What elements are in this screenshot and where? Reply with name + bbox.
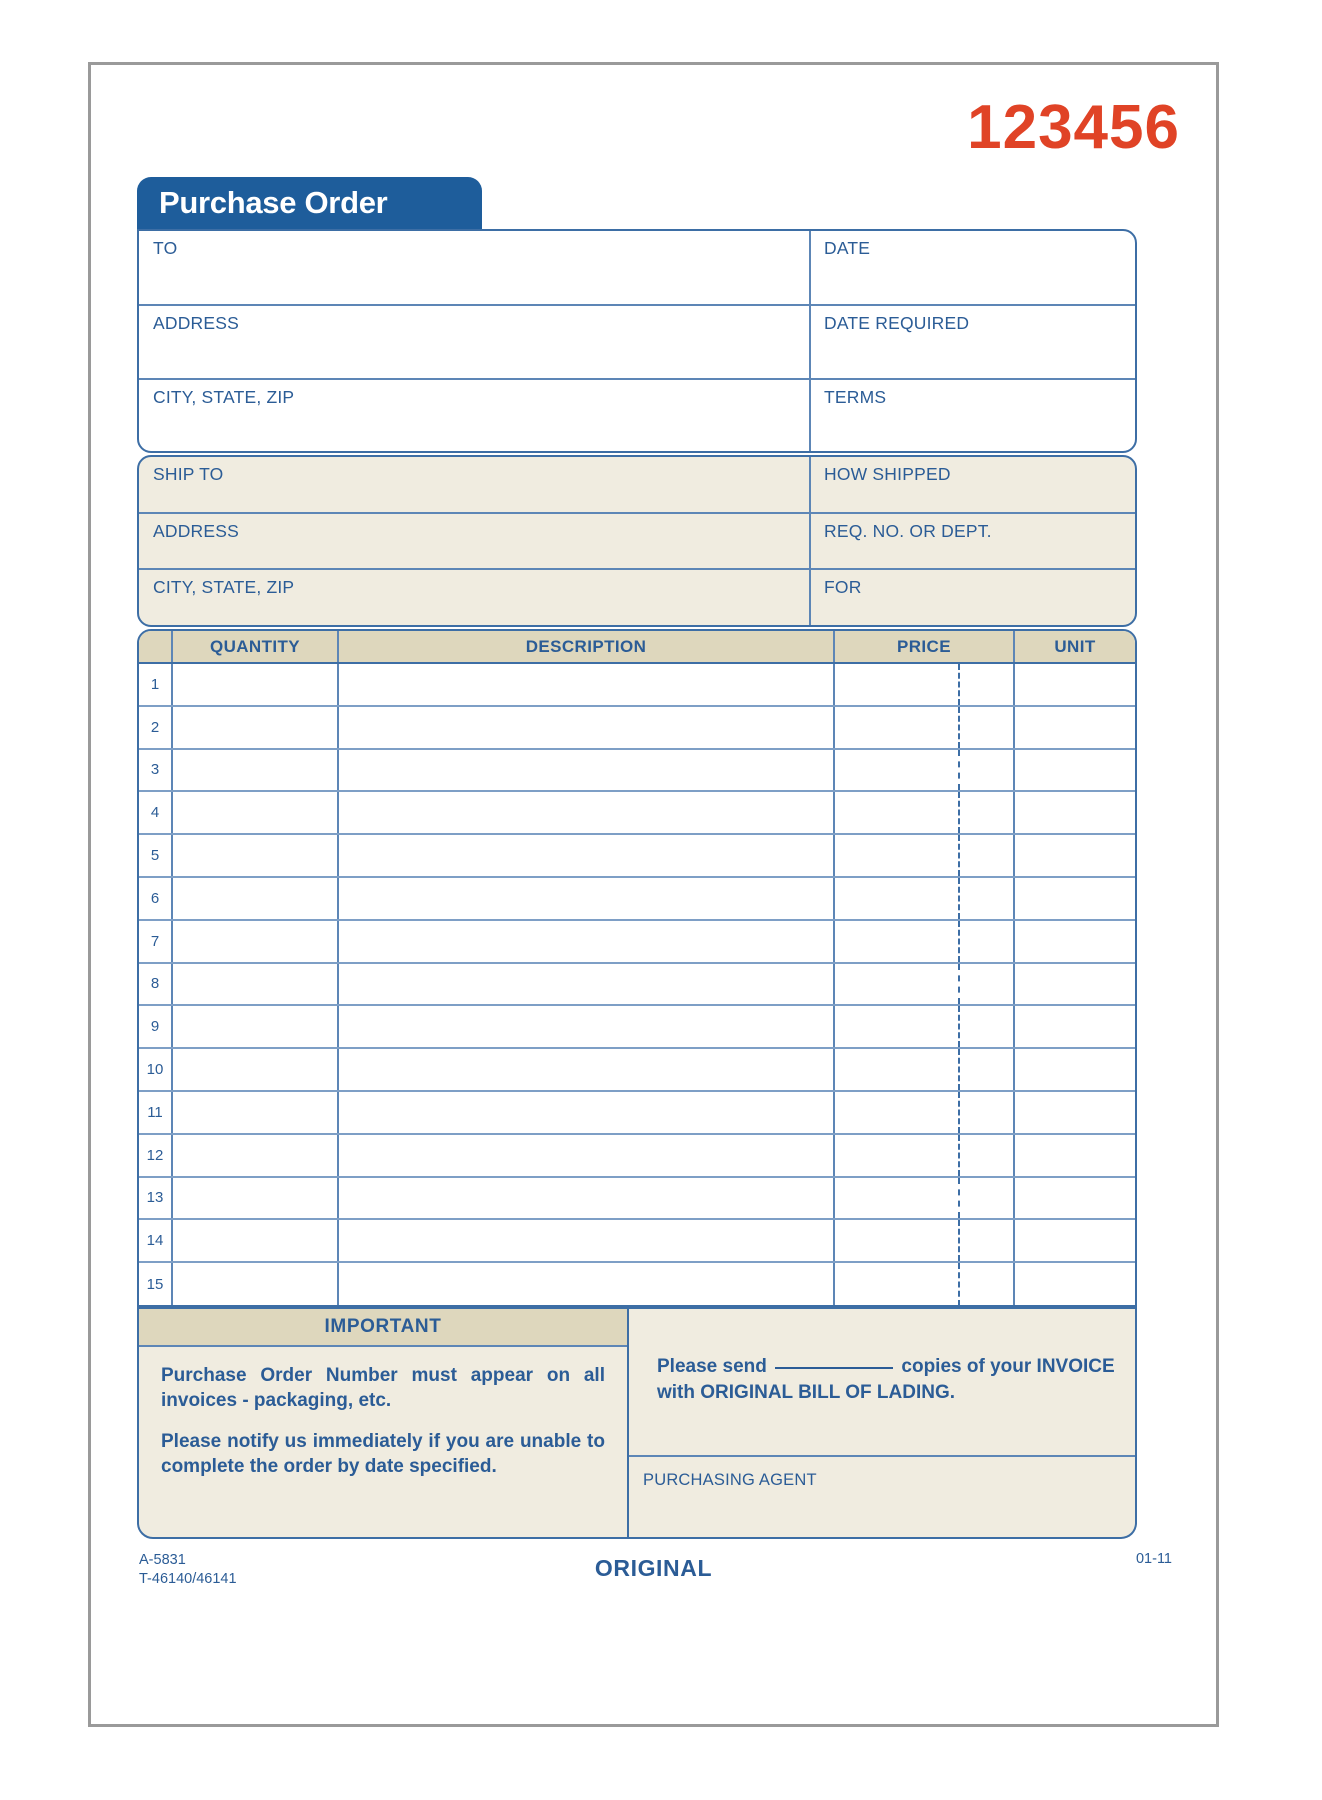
ship-to-block [137,455,1137,627]
table-row [139,1220,1135,1263]
form-code-line-2: T-46140/46141 [139,1570,237,1587]
cell-description[interactable] [339,1135,835,1176]
row-number: 12 [139,1135,173,1176]
cell-quantity[interactable] [173,1006,339,1047]
row-number: 3 [139,750,173,791]
line-items-table [137,629,1137,1307]
row-number: 6 [139,878,173,919]
cell-description[interactable] [339,707,835,748]
field-label-req-no-or-dept: REQ. NO. OR DEPT. [824,520,992,541]
field-row [139,457,1135,514]
field-label-date: DATE [824,238,871,258]
cell-quantity[interactable] [173,878,339,919]
cell-quantity[interactable] [173,1263,339,1306]
column-header-quantity: QUANTITY [173,631,339,662]
cents-divider [958,1049,960,1090]
row-number: 1 [139,664,173,705]
row-number: 15 [139,1263,173,1306]
row-number: 9 [139,1006,173,1047]
cell-quantity[interactable] [173,1178,339,1219]
important-paragraph-1: Purchase Order Number must appear on all invoices - packaging, etc. [161,1365,605,1412]
form-code-line-1: A-5831 [139,1552,186,1568]
cents-divider [958,707,960,748]
field-row [139,514,1135,571]
field-label-to: TO [153,238,178,258]
important-panel [137,1307,629,1539]
cell-description[interactable] [339,1263,835,1306]
field-ship-to[interactable] [139,457,811,512]
cell-unit[interactable] [1015,921,1135,962]
cell-price[interactable] [835,1049,1015,1090]
field-label-ship-address: ADDRESS [153,520,240,541]
field-purchasing-agent[interactable] [629,1457,1135,1490]
cents-divider [958,878,960,919]
row-number: 14 [139,1220,173,1261]
page-title: Purchase Order [159,185,388,220]
cell-price[interactable] [835,1135,1015,1176]
table-row [139,964,1135,1007]
field-label-for: FOR [824,577,862,598]
cell-unit[interactable] [1015,964,1135,1005]
cell-quantity[interactable] [173,921,339,962]
field-label-date-required: DATE REQUIRED [824,312,970,333]
invoice-note-prefix: Please send [657,1356,767,1377]
cents-divider [958,750,960,791]
cell-quantity[interactable] [173,1135,339,1176]
field-row [139,570,1135,627]
field-to[interactable] [139,231,811,304]
cell-description[interactable] [339,750,835,791]
cell-price[interactable] [835,878,1015,919]
field-row [139,306,1135,381]
cell-quantity[interactable] [173,964,339,1005]
field-date[interactable] [811,231,1135,304]
table-row [139,1178,1135,1221]
cell-description[interactable] [339,1220,835,1261]
bill-to-block [137,229,1137,453]
field-req-no-or-dept[interactable] [811,514,1135,569]
cell-quantity[interactable] [173,1092,339,1133]
cell-description[interactable] [339,964,835,1005]
cell-unit[interactable] [1015,1006,1135,1047]
revision-code: 01-11 [1135,1551,1172,1567]
field-row [139,231,1135,306]
field-bill-address[interactable] [139,306,811,379]
cents-divider [958,1263,960,1306]
form-title-tab [137,177,482,229]
cell-quantity[interactable] [173,835,339,876]
field-date-required[interactable] [811,306,1135,379]
cell-unit[interactable] [1015,664,1135,705]
cell-quantity[interactable] [173,1220,339,1261]
purchase-order-sheet [88,62,1219,1727]
invoice-note-suffix: copies of your INVOICE [901,1356,1115,1377]
row-number: 13 [139,1178,173,1219]
cell-description[interactable] [339,792,835,833]
field-for[interactable] [811,570,1135,627]
cell-quantity[interactable] [173,750,339,791]
cell-price[interactable] [835,1092,1015,1133]
cell-description[interactable] [339,835,835,876]
cents-divider [958,1092,960,1133]
row-number: 7 [139,921,173,962]
cell-price[interactable] [835,792,1015,833]
important-paragraph-2: Please notify us immediately if you are unable to complete the order by date specified. [161,1430,605,1477]
cell-unit[interactable] [1015,1263,1135,1306]
row-number: 8 [139,964,173,1005]
cell-description[interactable] [339,1092,835,1133]
field-label-purchasing-agent: PURCHASING AGENT [643,1471,817,1489]
cents-divider [958,1135,960,1176]
cell-description[interactable] [339,1006,835,1047]
cell-price[interactable] [835,1263,1015,1306]
cell-price[interactable] [835,921,1015,962]
invoice-note-line-2: with ORIGINAL BILL OF LADING. [657,1381,956,1403]
cents-divider [958,1006,960,1047]
field-terms[interactable] [811,380,1135,453]
cell-unit[interactable] [1015,1092,1135,1133]
column-header-description: DESCRIPTION [339,631,835,662]
field-label-city-state-zip: CITY, STATE, ZIP [153,387,295,408]
row-number: 11 [139,1092,173,1133]
cell-quantity[interactable] [173,792,339,833]
cell-unit[interactable] [1015,792,1135,833]
row-number: 2 [139,707,173,748]
cell-quantity[interactable] [173,1049,339,1090]
field-ship-city-state-zip[interactable] [139,570,811,627]
cents-divider [958,921,960,962]
field-label-terms: TERMS [824,387,887,408]
table-row [139,921,1135,964]
cell-price[interactable] [835,1006,1015,1047]
cell-unit[interactable] [1015,1135,1135,1176]
cents-divider [958,1220,960,1261]
cell-description[interactable] [339,921,835,962]
field-row [139,380,1135,453]
table-row [139,792,1135,835]
invoice-note-line-1 [657,1354,1115,1380]
table-body [139,664,1135,1306]
table-row [139,835,1135,878]
table-row [139,750,1135,793]
table-row [139,1049,1135,1092]
invoice-note [629,1309,1135,1457]
cents-divider [958,964,960,1005]
table-row [139,707,1135,750]
cell-price[interactable] [835,750,1015,791]
field-bill-city-state-zip[interactable] [139,380,811,453]
field-label-address: ADDRESS [153,312,240,333]
field-label-how-shipped: HOW SHIPPED [824,464,951,484]
cell-unit[interactable] [1015,835,1135,876]
cell-description[interactable] [339,1178,835,1219]
cell-description[interactable] [339,1049,835,1090]
table-row [139,1092,1135,1135]
cents-divider [958,835,960,876]
table-row [139,1006,1135,1049]
cell-price[interactable] [835,707,1015,748]
cell-unit[interactable] [1015,1220,1135,1261]
cell-unit[interactable] [1015,707,1135,748]
field-label-ship-city-state-zip: CITY, STATE, ZIP [153,577,295,598]
copy-label: ORIGINAL [594,1555,713,1581]
po-number: 123456 [967,93,1180,162]
important-body [139,1347,627,1479]
cents-divider [958,664,960,705]
column-header-unit: UNIT [1054,636,1096,656]
table-header-row [139,631,1135,664]
invoice-instructions-panel [629,1307,1137,1539]
cell-price[interactable] [835,964,1015,1005]
table-row [139,664,1135,707]
table-row [139,878,1135,921]
copies-blank-rule[interactable] [775,1367,893,1369]
cell-unit[interactable] [1015,1049,1135,1090]
field-label-ship-to: SHIP TO [153,464,224,484]
row-number: 10 [139,1049,173,1090]
important-heading: IMPORTANT [139,1309,627,1347]
row-number: 4 [139,792,173,833]
field-ship-address[interactable] [139,514,811,569]
cell-quantity[interactable] [173,707,339,748]
table-row [139,1135,1135,1178]
cell-quantity[interactable] [173,664,339,705]
cell-description[interactable] [339,664,835,705]
cell-unit[interactable] [1015,878,1135,919]
row-number: 5 [139,835,173,876]
cell-description[interactable] [339,878,835,919]
cell-price[interactable] [835,1220,1015,1261]
cell-price[interactable] [835,664,1015,705]
cell-unit[interactable] [1015,750,1135,791]
column-header-rownum [139,631,173,662]
cell-price[interactable] [835,835,1015,876]
table-row [139,1263,1135,1306]
cents-divider [958,1178,960,1219]
field-how-shipped[interactable] [811,457,1135,512]
cell-price[interactable] [835,1178,1015,1219]
column-header-price: PRICE [835,631,1015,662]
cell-unit[interactable] [1015,1178,1135,1219]
cents-divider [958,792,960,833]
